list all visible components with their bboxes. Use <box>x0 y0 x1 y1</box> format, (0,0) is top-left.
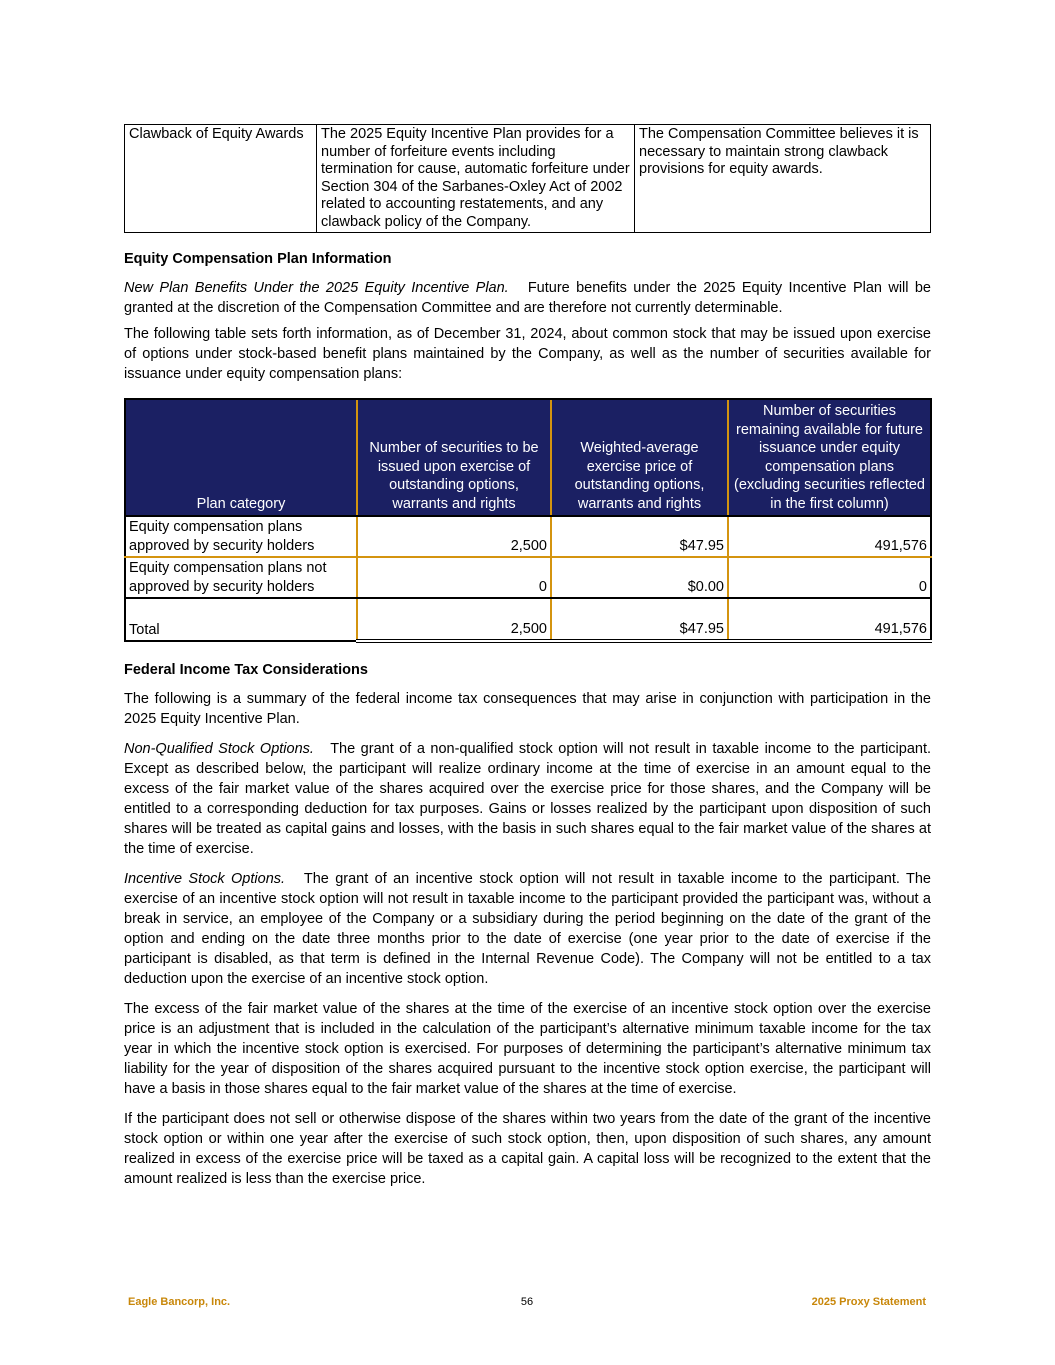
row-price: $0.00 <box>551 557 728 598</box>
header-securities-issued: Number of securities to be issued upon exercise of outstanding options, warrants and rights <box>357 399 551 516</box>
new-plan-benefits-body: Future benefits under the 2025 Equity Incentive Plan will be granted at the discretion of the Compensation Committee and are therefore not currently determinable. <box>124 280 931 316</box>
table-header-row <box>125 399 931 516</box>
table-total-row <box>125 598 931 641</box>
nqso-lead: Non-Qualified Stock Options. <box>124 741 314 757</box>
new-plan-benefits-paragraph <box>124 278 931 318</box>
holding-period-paragraph: If the participant does not sell or otherwise dispose of the shares within two years from the date of the grant of the incentive stock option or within one year after the exercise of such stock option, then, upon disposition of such shares, any amount realized in excess of the exercise price will be taxed as a capital gain. A capital loss will be recognized to the extent that the amount realized is less than the exercise price. <box>124 1111 931 1187</box>
tax-intro-paragraph: The following is a summary of the federal income tax consequences that may arise in conjunction with participation in the 2025 Equity Incentive Plan. <box>124 691 931 727</box>
row-issued: 2,500 <box>357 516 551 557</box>
row-price: $47.95 <box>551 598 728 641</box>
iso-lead: Incentive Stock Options. <box>124 871 286 887</box>
clawback-description: The 2025 Equity Incentive Plan provides for a number of forfeiture events including termination for cause, automatic forfeiture under Section 304 of the Sarbanes-Oxley Act of 2002 related to accounting restatements, and any clawback policy of the Company. <box>317 125 635 233</box>
amt-paragraph: The excess of the fair market value of the shares at the time of the exercise of an incentive stock option over the exercise price is an adjustment that is included in the calculation of the participant’s alternative minimum taxable income for the tax year in which the incentive stock option is exercised. For purposes of determining the participant’s alternative minimum tax liability for the year of disposition of the shares acquired pursuant to the incentive stock option exercise, the participant will have a basis in those shares equal to the fair market value of the shares at the time of exercise. <box>124 1001 931 1097</box>
iso-body: The grant of an incentive stock option will not result in taxable income to the participant. The exercise of an incentive stock option will not result in taxable income to the participant provided the participant was, without a break in service, an employee of the Company or a subsidiary during the period beginning on the date of the grant of the option and ending on the date three months prior to the date of exercise (one year prior to the date of exercise if the participant is disabled, as that term is defined in the Internal Revenue Code). The Company will not be entitled to a tax deduction upon the exercise of an incentive stock option. <box>124 871 931 987</box>
row-issued: 0 <box>357 557 551 598</box>
document-page <box>124 124 931 1199</box>
page-number: 56 <box>520 1296 534 1308</box>
clawback-rationale: The Compensation Committee believes it is necessary to maintain strong clawback provisions for equity awards. <box>635 125 931 233</box>
header-securities-remaining: Number of securities remaining available for future issuance under equity compensation plans (excluding securities reflected in the first column) <box>728 399 931 516</box>
header-weighted-price: Weighted-average exercise price of outstanding options, warrants and rights <box>551 399 728 516</box>
table-row <box>125 557 931 598</box>
nqso-body: The grant of a non-qualified stock option will not result in taxable income to the participant. Except as described below, the participant will realize ordinary income at the time of exercise in an amount equal to the excess of the fair market value of the shares acquired over the exercise price for those shares, and the Company will be entitled to a corresponding deduction for tax purposes. Gains or losses realized by the participant upon disposition of such shares will be treated as capital gains and losses, with the basis in such shares equal to the fair market value of the shares at the time of exercise. <box>124 741 932 857</box>
table-row <box>125 516 931 557</box>
row-remaining: 491,576 <box>728 598 931 641</box>
clawback-label: Clawback of Equity Awards <box>125 125 317 233</box>
row-category: Equity compensation plans approved by security holders <box>125 516 357 557</box>
equity-compensation-table <box>124 398 932 643</box>
iso-paragraph <box>124 869 931 989</box>
new-plan-benefits-lead: New Plan Benefits Under the 2025 Equity Incentive Plan. <box>124 280 509 296</box>
row-issued: 2,500 <box>357 598 551 641</box>
row-remaining: 491,576 <box>728 516 931 557</box>
footer-document-title: 2025 Proxy Statement <box>811 1296 926 1308</box>
header-plan-category: Plan category <box>125 399 357 516</box>
clawback-table <box>124 124 931 233</box>
row-remaining: 0 <box>728 557 931 598</box>
row-category: Equity compensation plans not approved by security holders <box>125 557 357 598</box>
row-category: Total <box>125 598 357 641</box>
equity-section-heading: Equity Compensation Plan Information <box>124 251 392 267</box>
table-row <box>125 125 931 233</box>
tax-section-heading: Federal Income Tax Considerations <box>124 662 368 678</box>
row-price: $47.95 <box>551 516 728 557</box>
footer-company: Eagle Bancorp, Inc. <box>128 1296 231 1308</box>
nqso-paragraph <box>124 739 931 859</box>
table-intro-paragraph: The following table sets forth information, as of December 31, 2024, about common stock that may be issued upon exercise of options under stock-based benefit plans maintained by the Company, as well as the number of securities available for issuance under equity compensation plans: <box>124 326 931 382</box>
